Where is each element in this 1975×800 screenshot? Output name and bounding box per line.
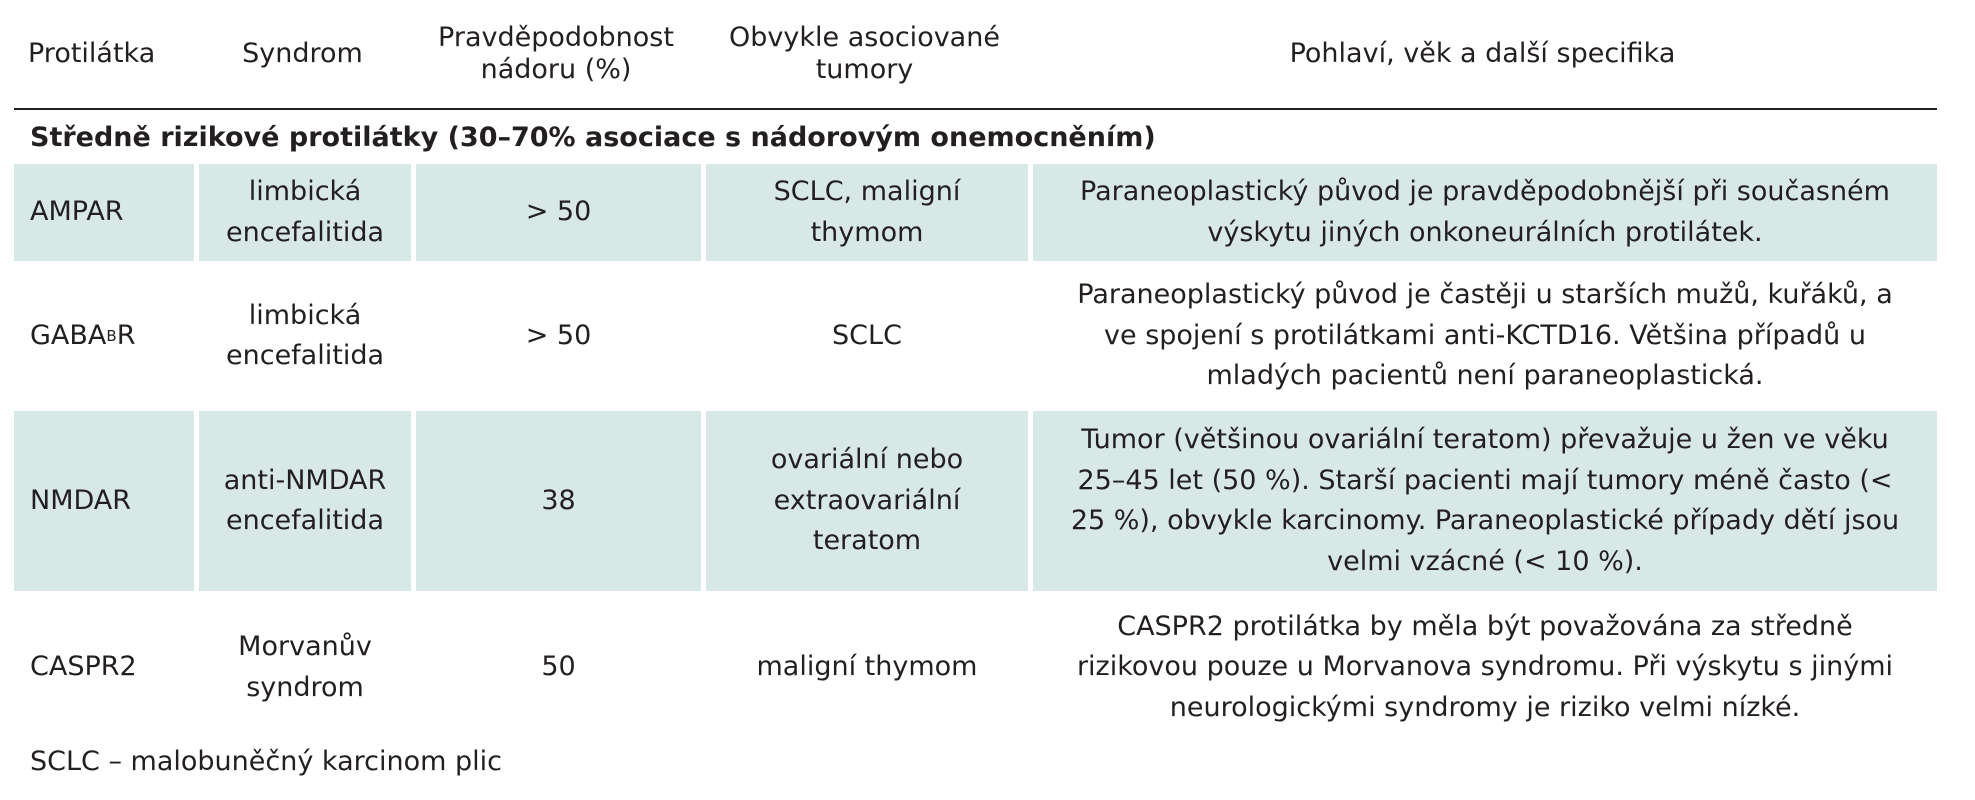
cell-notes: Paraneoplastický původ je pravděpodobnější při současném výskytu jiných onkoneurálních protilátek. bbox=[1028, 164, 1937, 261]
data-table bbox=[14, 0, 1937, 739]
cell-tumors: ovariální nebo extraovariální teratom bbox=[701, 411, 1028, 591]
cell-tumors: maligní thymom bbox=[701, 596, 1028, 739]
cell-syndrome: limbická encefalitida bbox=[194, 164, 411, 261]
cell-syndrome: limbická encefalitida bbox=[194, 266, 411, 406]
cell-antibody: AMPAR bbox=[14, 164, 194, 261]
antibody-suffix: R bbox=[116, 319, 136, 351]
cell-syndrome: Morvanův syndrom bbox=[194, 596, 411, 739]
cell-antibody: CASPR2 bbox=[30, 651, 137, 683]
table-row bbox=[14, 261, 1937, 406]
header-tumor-probability: Pravděpodobnost nádoru (%) bbox=[438, 22, 674, 85]
antibody-subscript: B bbox=[106, 326, 117, 345]
cell-probability: 50 bbox=[411, 596, 701, 739]
table-row bbox=[14, 164, 1937, 261]
cell-antibody bbox=[14, 266, 194, 406]
table-row bbox=[14, 591, 1937, 739]
cell-notes: CASPR2 protilátka by měla být považována za středně rizikovou pouze u Morvanova syndromu. Při výskytu s jinými neurologickými syndromy je riziko velmi nízké. bbox=[1028, 596, 1937, 739]
cell-probability: 38 bbox=[411, 411, 701, 591]
cell-tumors: SCLC, maligní thymom bbox=[701, 164, 1028, 261]
cell-tumors: SCLC bbox=[701, 266, 1028, 406]
cell-antibody: NMDAR bbox=[14, 411, 194, 591]
header-specifics: Pohlaví, věk a další specifika bbox=[1289, 38, 1676, 70]
table-header bbox=[14, 0, 1937, 110]
header-associated-tumors: Obvykle asociované tumory bbox=[729, 22, 1000, 85]
cell-probability: > 50 bbox=[411, 266, 701, 406]
cell-notes: Tumor (většinou ovariální teratom) převažuje u žen ve věku 25–45 let (50 %). Starší pacienti mají tumory méně často (< 25 %), obvykle karcinomy. Paraneoplastické případy dětí jsou velmi vzácné (< 10 %). bbox=[1028, 411, 1937, 591]
cell-syndrome: anti-NMDAR encefalitida bbox=[194, 411, 411, 591]
table-row bbox=[14, 406, 1937, 591]
header-syndrome: Syndrom bbox=[242, 38, 363, 70]
header-antibody: Protilátka bbox=[28, 38, 156, 70]
section-title: Středně rizikové protilátky (30–70% asociace s nádorovým onemocněním) bbox=[30, 121, 1156, 153]
cell-notes: Paraneoplastický původ je častěji u starších mužů, kuřáků, a ve spojení s protilátkami anti-KCTD16. Většina případů u mladých pacientů není paraneoplastická. bbox=[1028, 266, 1937, 406]
antibody-name: GABA bbox=[30, 319, 107, 351]
cell-probability: > 50 bbox=[411, 164, 701, 261]
footnote: SCLC – malobuněčný karcinom plic bbox=[30, 746, 502, 777]
